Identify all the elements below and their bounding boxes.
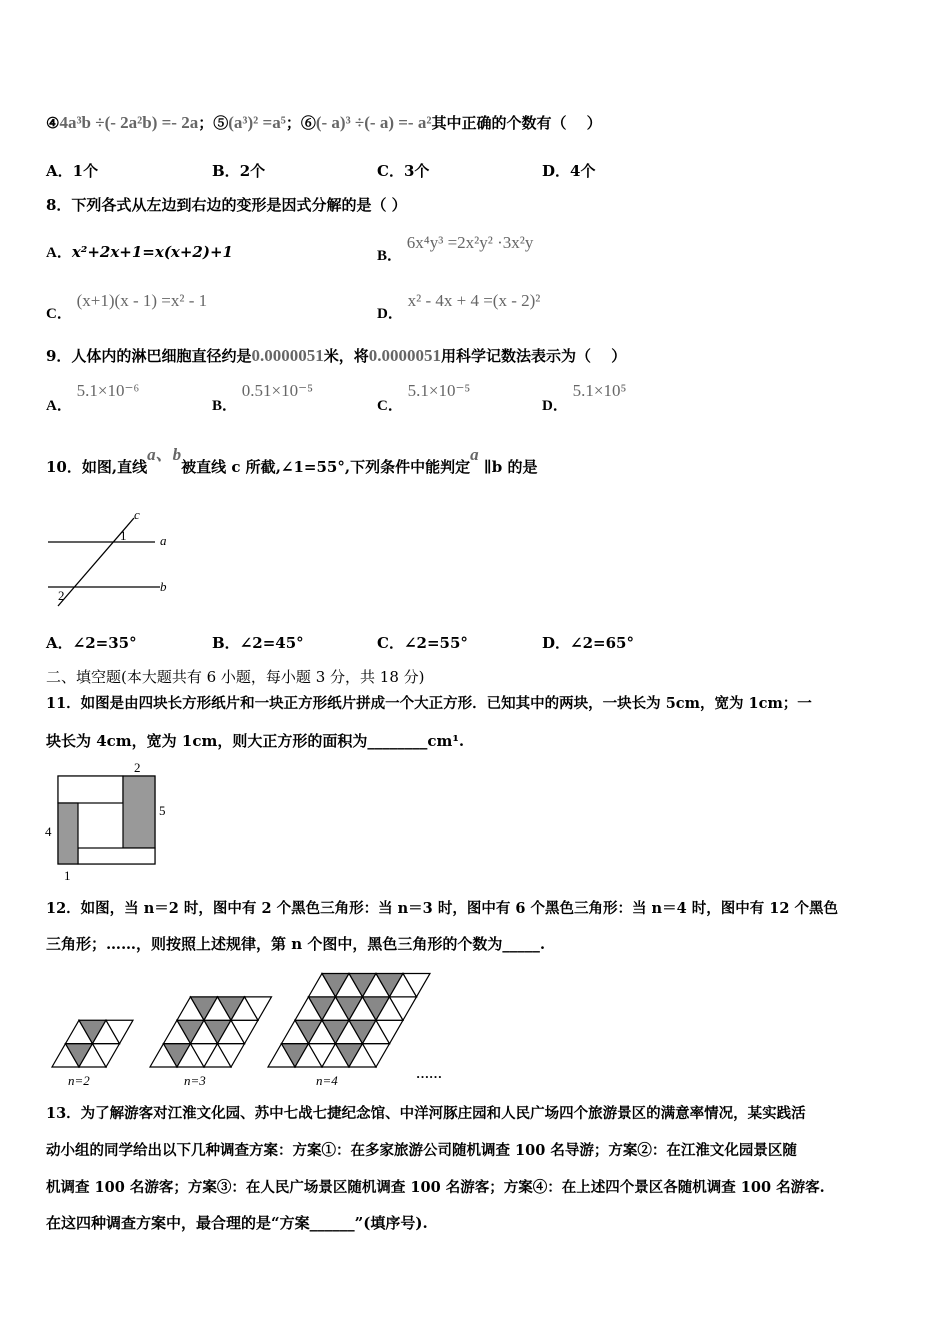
q13-line3: 机调查 100 名游客；方案③：在人民广场景区随机调查 100 名游客；方案④：在上述四个景区各随机调查 100 名游客. — [46, 1179, 825, 1196]
q8-option-b: B． 6x⁴y³ =2x²y² ·3x²y — [377, 233, 534, 264]
q8-option-d: D． x² - 4x + 4 =(x - 2)² — [377, 291, 541, 322]
q7-option-c: C．3个 — [377, 162, 430, 180]
q9-option-a: A． 5.1×10⁻⁶ — [46, 381, 140, 414]
q9-option-c: C． 5.1×10⁻⁵ — [377, 381, 471, 414]
triangle-grid-n3 — [150, 997, 272, 1067]
q10-option-c: C．∠2=55° — [377, 634, 468, 652]
caption-n2: n=2 — [68, 1073, 90, 1088]
triangle-grid-n4 — [268, 973, 430, 1067]
caption-n4: n=4 — [316, 1073, 338, 1088]
q10-stem: 10．如图,直线a、b被直线 c 所截,∠1=55°,下列条件中能判定a ∥b 的是 — [46, 445, 538, 476]
q13-line1: 13．为了解游客对江淮文化园、苏中七战七捷纪念馆、中洋河豚庄园和人民广场四个旅游景区的满意率情况，某实践活 — [46, 1105, 806, 1122]
fig11-5: 5 — [159, 803, 166, 818]
item-4-expr: 4a³b ÷(- 2a²b) =- 2a — [59, 113, 199, 132]
q13-line2: 动小组的同学给出以下几种调查方案：方案①：在多家旅游公司随机调查 100 名导游；方案②：在江淮文化园景区随 — [46, 1142, 797, 1159]
item-6-label: ⑥ — [300, 114, 316, 132]
sep: ； — [285, 114, 301, 132]
q9-option-b: B． 0.51×10⁻⁵ — [212, 381, 314, 414]
caption-n3: n=3 — [184, 1073, 206, 1088]
fig10-angle1: 1 — [120, 528, 127, 543]
q11-figure — [58, 776, 155, 864]
q10-figure — [48, 518, 160, 606]
q7-option-b: B．2个 — [212, 162, 266, 180]
q8-option-a: A．x²+2x+1=x(x+2)+1 — [46, 243, 233, 261]
fig10-angle2: 2 — [58, 588, 65, 603]
fig11-2: 2 — [134, 760, 141, 775]
fig11-1: 1 — [64, 868, 71, 883]
ellipsis: …… — [416, 1066, 442, 1081]
fig11-4: 4 — [45, 824, 52, 839]
q11-line2: 块长为 4cm，宽为 1cm，则大正方形的面积为________cm¹. — [46, 732, 465, 750]
section-2-heading: 二、填空题(本大题共有 6 小题，每小题 3 分，共 18 分) — [46, 668, 425, 686]
q12-line2: 三角形；……，则按照上述规律，第 n 个图中，黑色三角形的个数为_____. — [46, 935, 546, 953]
q10-option-d: D．∠2=65° — [542, 634, 634, 652]
sep: ； — [198, 114, 214, 132]
q7-option-a: A．1个 — [46, 162, 99, 180]
item-6-expr: (- a)³ ÷(- a) =- a² — [315, 113, 432, 132]
fig10-a: a — [160, 533, 167, 548]
q13-line4: 在这四种调查方案中，最合理的是“方案______”(填序号). — [46, 1214, 428, 1232]
q11-line1: 11．如图是由四块长方形纸片和一块正方形纸片拼成一个大正方形．已知其中的两块，一块长为 5cm，宽为 1cm；一 — [46, 695, 812, 712]
q10-option-a: A．∠2=35° — [46, 634, 137, 652]
q7-tail: 其中正确的个数有（ ） — [431, 114, 602, 132]
item-5-expr: (a³)² =a⁵ — [228, 113, 286, 132]
q8-stem: 8．下列各式从左边到右边的变形是因式分解的是（ ） — [46, 196, 407, 214]
q10-option-b: B．∠2=45° — [212, 634, 304, 652]
fig10-b: b — [160, 579, 167, 594]
q9-option-d: D． 5.1×10⁵ — [542, 381, 627, 414]
item-4-label: ④ — [46, 114, 60, 132]
item-5-label: ⑤ — [213, 114, 229, 132]
triangle-grid-n2 — [52, 1020, 133, 1067]
q8-option-c: C． (x+1)(x - 1) =x² - 1 — [46, 291, 208, 322]
q9-stem: 9．人体内的淋巴细胞直径约是0.0000051米，将0.0000051用科学记数法表示为（ ） — [46, 346, 627, 365]
fig10-c: c — [134, 507, 140, 522]
q7-option-d: D．4个 — [542, 162, 596, 180]
q12-line1: 12．如图，当 n＝2 时，图中有 2 个黑色三角形：当 n＝3 时，图中有 6 个黑色三角形：当 n＝4 时，图中有 12 个黑色 — [46, 900, 839, 917]
